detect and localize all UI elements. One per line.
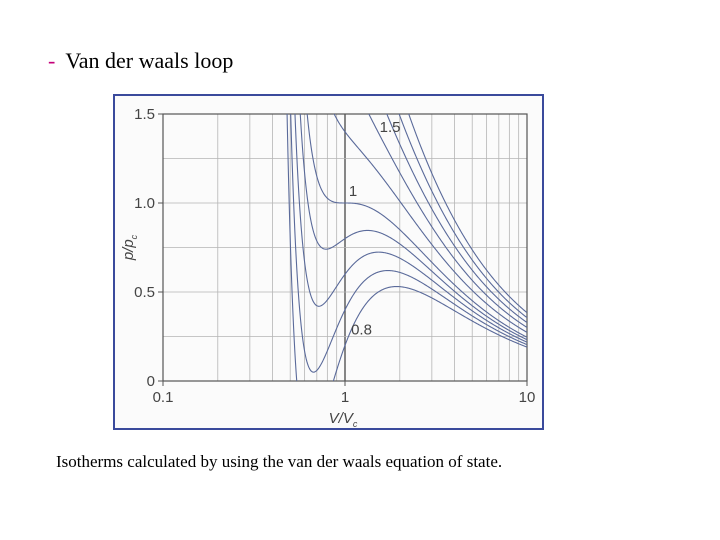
isotherm-chart <box>115 96 542 428</box>
heading-text: Van der waals loop <box>65 48 234 73</box>
y-tick-label: 0 <box>146 373 155 390</box>
isotherm-curve <box>263 96 527 372</box>
slide-heading <box>48 48 233 74</box>
y-tick-label: 1.0 <box>134 195 155 212</box>
figure-frame <box>113 94 544 430</box>
x-tick-label: 1 <box>340 389 350 406</box>
isotherm-label: 0.8 <box>351 321 372 339</box>
x-tick-label: 0.1 <box>152 389 174 406</box>
x-tick-label: 10 <box>518 389 536 406</box>
bullet-dash: - <box>48 48 56 73</box>
isotherm-curves <box>263 96 527 428</box>
chart-labels <box>349 119 401 339</box>
figure-caption: Isotherms calculated by using the van der waals equation of state. <box>56 452 503 471</box>
grid <box>163 114 527 381</box>
isotherm-label: 1 <box>348 182 358 200</box>
y-axis-title: $p/p_c$ <box>120 234 139 261</box>
y-tick-label: 0.5 <box>134 284 155 301</box>
x-axis-title: $V/V_c$ <box>328 410 358 428</box>
isotherm-label: 1.5 <box>379 118 401 136</box>
y-tick-label: 1.5 <box>134 106 155 123</box>
